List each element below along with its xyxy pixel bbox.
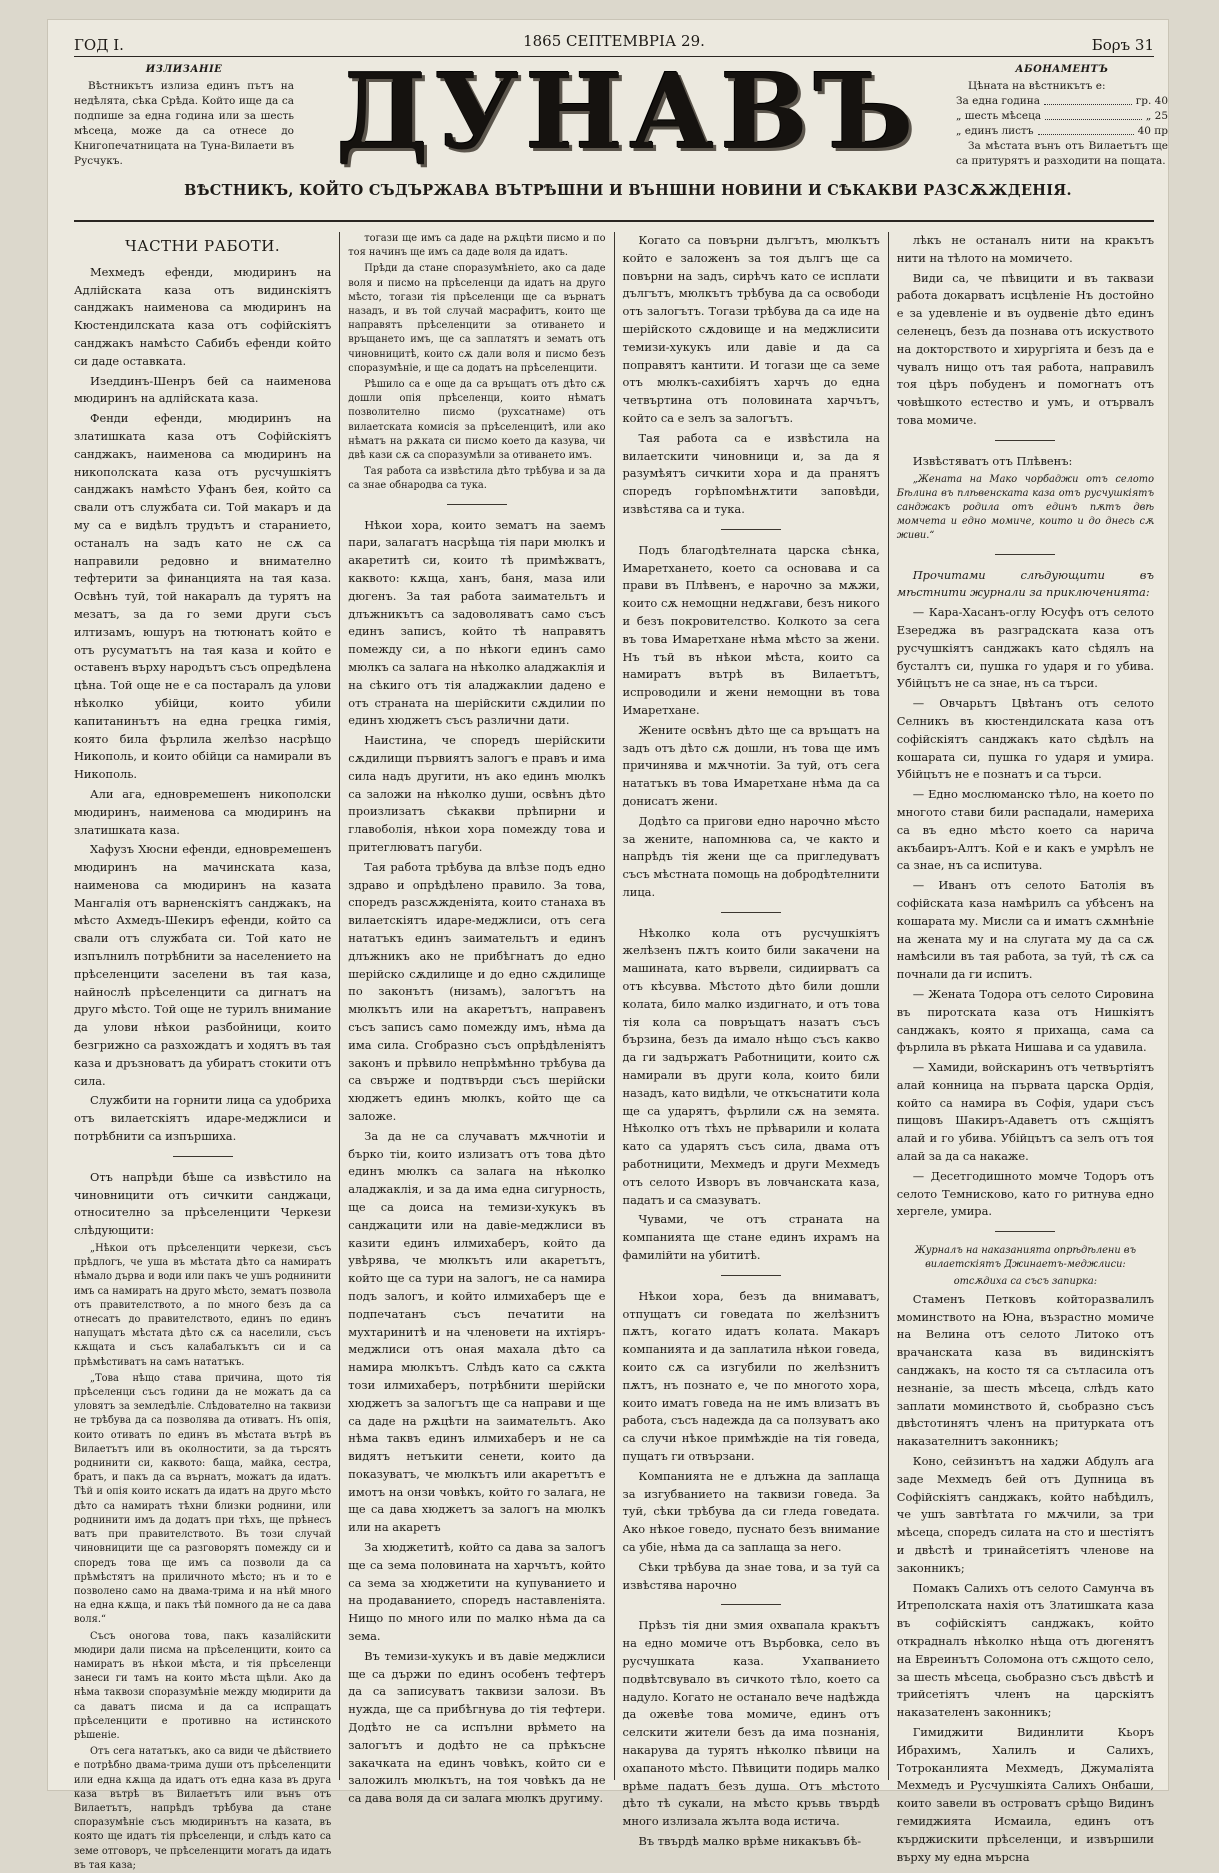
paragraph: Наистина, че споредъ шерійскити сѫдилищи първиятъ залогъ е правъ и има сила надъ другити, нъ ако единъ мюлкъ са заложи на нѣколко души, освѣнъ дѣто произлизатъ сѣкакви прѣпирни и главоболія, нѣкои хора помежду това и притеглюватъ пагуби.: [348, 733, 606, 854]
paragraph: Жените освѣнъ дѣто ще са връщатъ на задъ отъ дѣто сѫ дошли, нъ това ще имъ причинява и мѫчнотіи. За туй, отъ сега нататъкъ въ това Имаретхане нѣма да са донисатъ жени.: [622, 722, 880, 808]
paragraph: Али ага, едновремешенъ никополски мюдиринъ, наименова са мюдиринъ на златишката каза.: [74, 786, 332, 837]
paragraph: — Овчарьтъ Цвѣтанъ отъ селото Селникъ въ кюстендилската каза отъ софійскіятъ санджакъ като сѣдѣлъ на кошарата си, пушка го ударя и умира. Убійцътъ не е познатъ и са търси.: [896, 696, 1154, 782]
quote-paragraph: „Нѣкои отъ прѣселенцити черкези, съсъ прѣдлогъ, че уша въ мѣстата дѣто са намиратъ нѣмало дърва и води или пакъ че ушъ роднинити имъ са намиратъ на друго мѣсто, зематъ позвола отъ правителството, а по много безъ да са отнесатъ до правителството, единъ по единъ напущатъ мѣстата дѣто сѫ са населили, съсъ кѫщата и съсъ калабалъкътъ си и са прѣмѣстиватъ на самъ нататъкъ.: [74, 1243, 332, 1368]
masthead-subtitle: ВѢСТНИКЪ, КОЙТО СЪДЪРЖАВА ВЪТРѢШНИ И ВЪНШНИ НОВИНИ И СѢКАКВИ РАЗСѪЖДЕНІЯ.: [184, 182, 1072, 199]
masthead-rule: [74, 220, 1154, 222]
separator: [721, 1275, 781, 1276]
separator: [721, 529, 781, 530]
subscription-box: [956, 62, 1168, 169]
paragraph: Службити на горнити лица са удобриха отъ вилаетскіятъ идаре-меджлиси и потрѣбнити са изпършиха.: [74, 1093, 332, 1144]
quote-paragraph: „Жената на Мако чорбаджи отъ селото Бѣлина въ плѣвенската каза отъ русчушкіятъ санджакъ родила отъ единъ пѫтъ двѣ момчета и едно момиче, които и до днесь сѫ живи.“: [896, 473, 1154, 542]
paragraph: Гимиджити Видинлити Кьоръ Ибрахимъ, Халилъ и Салихъ, Тотроканлията Мехмедъ, Джумаліята Мехмедъ и Русчушкіята Салихъ Онбаши, които завели въ островатъ срѣщо Видинъ гемиджията Исмаила, единъ отъ кърджискити прѣселенци, и извършили върху му една мърсна: [896, 1725, 1154, 1864]
paragraph: Изеддинъ-Шенръ бей са наименова мюдиринъ на адлійската каза.: [74, 373, 332, 406]
quote-paragraph: Тая работа са извѣстила дѣто трѣбува и за да са знае обнародва са тука.: [348, 466, 606, 492]
paragraph: Въ твърдѣ малко врѣме никакъвъ бѣ-: [638, 1833, 862, 1848]
paragraph: За хюджетитѣ, който са дава за залогъ ще са зема половината на харчътъ, който са зема за хюджетити на купуванието и на продаванието, споредъ наставленіята. Нищо по много или по малко нѣма да са зема.: [348, 1540, 606, 1644]
paragraph: Сѣки трѣбува да знае това, и за туй са извѣстява нарочно: [622, 1559, 880, 1592]
paragraph: — Кара-Хасанъ-оглу Юсуфъ отъ селото Езереджа въ разградската каза отъ русчушкіятъ санджакъ като сѣдялъ на бусталтъ си, пушка го ударя и го убива. Убійцътъ не са знае, нъ са търси.: [896, 605, 1154, 691]
section-subheading: Журналъ на наказанията опрѣдѣлени въ вилаетскіятъ Джинаетъ-меджлиси:: [914, 1245, 1137, 1271]
paragraph: Нѣкои хора, които зематъ на заемъ пари, залагатъ насрѣща тія пари мюлкъ и акаретитѣ си, които тѣ примѣжватъ, каквото: кѫща, ханъ, баня, маза или дюгенъ. За тая работа заимательтъ и длъжникътъ са задоволяватъ само съсъ единъ записъ, който тѣ направятъ помежду си, а по нѣкоги единъ само мюлкъ са залага на нѣколко аладжаклія и на сѣкиго отъ тія аладжаклии дадено е отъ страната на шерійскити сѫдилии по единъ хюджетъ съсъ различни дати.: [348, 517, 606, 728]
separator: [995, 440, 1055, 441]
section-heading: ЧАСТНИ РАБОТИ.: [125, 237, 281, 255]
paragraph: лѣкъ не останалъ нити на кракътъ нити на тѣлото на момичето.: [896, 233, 1154, 265]
quote-paragraph: Съсъ оногова това, пакъ казалійскити мюдири дали писма на прѣселенцити, които са намиратъ въ нѣкои мѣста, и тія прѣселенци занеси ги тамъ на които мѣста щѣли. Ако да нѣма таквози споразумѣніе между мюдирити да са даватъ писма и да са испращатъ прѣселенцити е противно на истинското рѣшеніе.: [74, 1630, 332, 1741]
paragraph: Когато са повърни дългътъ, мюлкътъ който е заложенъ за тоя дългъ ще са повърни на задъ, сирѣчъ като се исплати дългътъ, мюлкътъ трѣбува да са освободи отъ залогътъ. Тогази трѣбува да са иде на шерійското сѫдовище и на меджлисити темизи-хукукъ или давіе и да са поправятъ кантити. И тогази ще са земе отъ мюлкъ-сахибіятъ харчъ до една четвъртина отъ половината харчътъ, който са е зелъ за залогътъ.: [622, 233, 880, 425]
column-2: [339, 232, 613, 1806]
column-4: [888, 232, 1154, 1864]
paragraph: Подъ благодѣтелната царска сѣнка, Имаретхането, което са основава и са прави въ Плѣвенъ, е нарочно за мѫжи, които сѫ немощни недѫгави, безъ никого и безъ покровителство. Колкото за сега въ това Имаретхане нѣма мѣсто за жени. Нъ тъй въ нѣкои мѣста, които са намиратъ вътрѣ въ Вилаетътъ, испроводили и жени немощни въ това Имаретхане.: [622, 542, 880, 717]
paragraph: Види са, че пѣвицити и въ таквази работа докарватъ исцѣленіе Нъ достойно е за удевленіе и въ оудвеніе дѣто единъ селенецъ, безъ да познава отъ искуството на докторството и хирургіята и безъ да е чувалъ нищо отъ тая работа, направилъ тоя цѣръ побуденъ и помогнатъ отъ човѣшкото естество и умъ, и отървалъ това момиче.: [896, 270, 1154, 427]
paragraph: — Иванъ отъ селото Батолія въ софійската каза намѣрилъ са убѣсенъ на кошарата му. Мисли са и иматъ сѫмнѣніе на жената му и на слугата му да са сѫ намѣсили въ тая работа, за туй, тѣ сѫ са почнали да ги испитъ.: [896, 878, 1154, 982]
paragraph: Нѣкои хора, безъ да внимаватъ, отпущатъ си говедата по желѣзнитъ пѫтъ, когато идатъ колата. Макаръ компанията и да заплатила нѣкои говеда, които сѫ са изгубили по желѣзнитъ пѫтъ, нъ познато е, че по многото хора, които иматъ говеда на не имъ влизатъ въ работа, съсъ надежда да са ползуватъ ако са случи нѣкое примѣждіе на тія говеда, пущатъ ги отвързани.: [622, 1288, 880, 1463]
separator: [995, 554, 1055, 555]
paragraph: Тая работа трѣбува да влѣзе подъ едно здраво и опрѣдѣлено правило. За това, споредъ разсѫжденіята, които станаха въ вилаетскіятъ идаре-меджлиси, отъ сега нататъкъ единъ заимательтъ и единъ длъжникъ ако не прибѣгнатъ до едно шерійско сѫдилище и до едно сѫдилище по законътъ (низамъ), залогътъ на мюлкътъ или на акаретътъ, направенъ съсъ записъ само помежду имъ, нѣма да има сила. Сгобразно съсъ опрѣдѣленіятъ законъ и прѣвило непрѣмѣнно трѣбува да са свърже и подтвърди съсъ шерійски хюджетъ единъ мюлкъ, който ще са заложе.: [348, 859, 606, 1123]
paragraph: Прочитами слѣдующити въ мѣстнити журнали за приключенията:: [896, 567, 1154, 600]
subscription-row: За една година гр. 40: [956, 95, 1168, 107]
paragraph: Прѣзъ тія дни змия охвапала кракътъ на едно момиче отъ Върбовка, село въ русчушката каза. Ухапванието подвѣтсвувало въ сичкото тѣло, което са надуло. Когато не останало вече надѣжда да ожевѣе това момиче, единъ отъ селскити жители безъ да има познанія, накарува да турятъ нѣколко пѣвици на охапаното мѣсто. Пѣвицити подирь малко врѣме падатъ безъ душа. Отъ мѣстото дѣто тѣ сукали, на мѣсто кръвь твърдѣ много излизала жълта вода истича.: [622, 1618, 880, 1829]
paragraph: Мехмедъ ефенди, мюдиринъ на Адлійската каза отъ видинскіятъ санджакъ наименова са мюдиринъ на Кюстендилската каза отъ софійскіятъ санджакъ намѣсто Сабибъ ефенди който си даде оставката.: [74, 264, 332, 368]
subscription-row: „ единъ листъ 40 пр: [956, 125, 1168, 137]
paragraph: Извѣстяватъ отъ Плѣвенъ:: [912, 453, 1073, 468]
issue-date: 1865 СЕПТЕМВРІА 29.: [523, 32, 705, 50]
paragraph: Стаменъ Петковъ койторазвалилъ моминството на Юна, възрастно момиче на Велина отъ селото Литоко отъ врачанската каза въ видинскіятъ санджакъ, на косто тя са сътласила отъ незнаніе, за шесть мѣсеца, слѣдъ като заплати моминството й, сьобразно съсъ двѣстотинятъ членъ на притурката отъ наказателнитъ законникъ;: [896, 1291, 1154, 1449]
separator: [721, 912, 781, 913]
quote-paragraph: Прѣди да стане споразумѣніето, ако са даде воля и писмо на прѣселенци да идатъ на друго мѣсто, тогази тія прѣселенци ще са върнатъ назадъ, и въ той случай масрафитъ, които ще направятъ прѣселенцити за отиването и връщането имъ, ще са заплатятъ и зематъ отъ чиновницитѣ, които сѫ дали воля и писмо безъ споразумѣніе, и ще са додатъ на прѣселенцити.: [348, 263, 606, 374]
publication-heading: ИЗЛИЗАНІЕ: [145, 64, 223, 75]
column-1: [74, 232, 339, 1871]
paragraph: Додѣто са пригови едно нарочно мѣсто за жените, напомнюва са, че както и напрѣдъ тія жени ще са пригледуватъ съсъ мѣстната помощь на добродѣтелнити лица.: [622, 813, 880, 899]
subscription-row: „ шесть мѣсеца „ 25: [956, 110, 1168, 122]
quote-paragraph: „Това нѣщо става причина, щото тія прѣселенци съсъ години да не можатъ да са уловятъ за земледѣліе. Слѣдователно на таквизи не трѣбува да са позволява да отиватъ. Нъ опія, които отиватъ по единъ въ мѣстата вътрѣ въ Вилаетътъ или въ околностити, за да търсятъ роднинити си, каквото: баща, майка, сестра, братъ, и пакъ да са върнатъ, можатъ да идатъ. Тѣй и опія които искатъ да идатъ на друго мѣсто дѣто са намиратъ тѣхни близки роднини, или роднинити имъ да додатъ при тѣхъ, ще прѣнесъ ватъ при правителството. Въ този случай чиновницити ще са разговорятъ помежду си и споредъ това ще имъ са позволи да са прѣмѣстятъ на приличното мѣсто; нъ и то е позволено само на двама-трима и на нѣй много на една кѫща, и пакъ тѣй помного да не са дава воля.“: [74, 1372, 332, 1626]
paragraph: — Десетгодишното момче Тодоръ отъ селото Темнисково, като го ритнува едно хергеле, умира.: [896, 1168, 1154, 1219]
paragraph: Тая работа са е извѣстила на вилаетскити чиновници и, за да я разумѣятъ сичкити хора и да пранятъ споредъ горѣпомѣнѫтити заповѣди, извѣстява са и тука.: [622, 430, 880, 516]
issue-number: Бορъ 31: [1091, 36, 1154, 54]
separator: [721, 1604, 781, 1605]
paragraph: Фенди ефенди, мюдиринъ на златишката каза отъ Софійскіятъ санджакъ, наименова са мюдиринъ на никополската каза отъ русчушкіятъ санджакъ намѣсто Уфанъ бея, който са свали отъ службата си. Той макаръ и да му са е видѣлъ трудътъ и старанието, останалъ на задъ като не сѫ са направили редовно и внимателно тефтерити за финанцията на тая каза. Освѣнъ туй, той накаралъ да турятъ на мезатъ, за да го земи други съсъ илтизамъ, юшуръ на тютюнатъ който е отъ русуматътъ на тая каза и който е оставенъ върху народътъ съсъ опредѣлена цѣна. Той още не е са постаралъ да улови нѣколко убійци, които убили капитанинътъ на една грецка гимія, която била фърлила желѣзо насрѣщо Никополь, и които обійци са намирали въ Никополь.: [74, 411, 332, 782]
separator: [173, 1156, 233, 1157]
paragraph: Компанията не е длъжна да заплаща за изгубванието на таквизи говеда. За туй, сѣки трѣбува да си гледа говедата. Ако нѣкое говедо, пуснато безъ внимание са убіе, нѣма да са заплаща за него.: [622, 1468, 880, 1554]
paragraph: — Хамиди, войскаринъ отъ четвъртіятъ алай конница на първата царска Ордія, който са намира въ Софія, удари съсъ пищовъ Шакиръ-Адаветъ отъ сѫщіятъ алай и го убива. Убійцътъ са зелъ отъ тоя алай за да са накаже.: [896, 1060, 1154, 1164]
paragraph: Коно, сейзинътъ на хаджи Абдулъ ага заде Мехмедъ бей отъ Дупница въ Софійскіятъ санджакъ, който набѣдилъ, че ушъ завтѣтата го мѫчили, за три мѣсеца, споредъ силата на сто и шестіятъ и двѣстѣ и тринайсетіятъ членове на законникъ;: [896, 1454, 1154, 1575]
quote-paragraph: Отъ сега нататъкъ, ако са види че дѣйствието е потрѣбно двама-трима души отъ прѣселенцити или една кѫща да идатъ отъ една каза въ друга каза вътрѣ въ Вилаетътъ или вънъ отъ Вилаетътъ, напрѣдъ трѣбува да стане споразумѣніе съсъ мюдиринътъ на казата, въ която ще идатъ тія прѣселенци, и слѣдъ като са земе отговоръ, че прѣселенцити могатъ да идатъ въ тая каза;: [74, 1746, 332, 1871]
paragraph: Хафузъ Хюсни ефенди, едновремешенъ мюдиринъ на мачинската каза, наименова са мюдиринъ на казата Мангалія отъ варненскіятъ санджакъ, на мѣсто Ахмедъ-Шекиръ ефенди, който са свали отъ службата си. Той като не изпълнилъ потрѣбнити за населението на прѣселенцити заселени въ тая каза, найнослѣ прѣселенцити са дигнатъ на друго мѣсто. Той още не турилъ внимание да улови нѣкои разбойници, които безгрижно са разхождатъ и ходятъ въ тая каза и дръзноватъ да убиратъ стокити отъ сила.: [74, 842, 332, 1088]
publication-box: [74, 62, 294, 169]
paragraph: За да не са случаватъ мѫчнотіи и бърко тіи, които излизатъ отъ това дѣто единъ мюлкъ са залага на нѣколко аладжаклія, и за да има една сигурность, ще са доиса на темизи-хукукъ въ санджацити или на давіе-меджлиси въ казити единъ илмихаберъ, който да увѣрява, че мюлкътъ или акаретътъ, който ще са тури на залогъ, не са намира подъ залогъ, и който илмихаберъ ще е подпечатанъ съсъ печатити на мухтаринитѣ и на членовети на ихтіяръ-меджлиси отъ оная махала дѣто са намира мюлкътъ. Слѣдъ като са сѫкта този илмихаберъ, потрѣбнити шерійски хюджетъ за залогътъ ще са направи и ще са даде на рѫцѣти на заимательтъ. Ако нѣма таквъ единъ илмихаберъ и не са видятъ нетъкити сенети, които да показуватъ, че мюлкътъ или акаретътъ е имотъ на онзи човѣкъ, който го залага, не ще са дава хюджетъ за залогъ на мюлкъ или на акаретъ: [348, 1128, 606, 1535]
separator: [995, 1231, 1055, 1232]
subscription-note: За мѣстата вънъ отъ Вилаетътъ ще са притурятъ и разходити на пощата.: [956, 140, 1168, 167]
paragraph: Чувами, че отъ страната на компанията ще стане единъ ихрамъ на фамилійти на убититѣ.: [622, 1212, 880, 1263]
masthead-title: ДУНАВЪ: [336, 50, 920, 173]
publication-text: Вѣстникътъ излиза единъ пътъ на недѣлята, сѣка Срѣда. Който ище да са подпише за една година или за шесть мѣсеца, може да са отнесе до Книгопечатницата на Туна-Вилаети въ Русчукъ.: [74, 80, 294, 167]
paragraph: Въ темизи-хукукъ и въ давіе меджлиси ще са държи по единъ особенъ тефтеръ да са записуватъ таквизи залози. Въ нужда, ще са прибѣгнува до тія тефтери. Додѣто не са испълни врѣмето на залогътъ и додѣто не са прѣкъсне закачката на единъ човѣкъ, който си е заложилъ мюлкътъ, на тоя човѣкъ да не са дава воля да си залага мюлкъ другиму.: [348, 1648, 606, 1806]
paragraph: — Жената Тодора отъ селото Сировина въ пиротската каза отъ Нишкіятъ санджакъ, която я прихаща, сама са фърлила въ рѣката Нишава и са удавила.: [896, 986, 1154, 1055]
quote-paragraph: тогази ще имъ са даде на рѫцѣти писмо и по тоя начинъ ще имъ са даде воля да идатъ.: [348, 233, 606, 259]
newspaper-page: [48, 20, 1168, 1871]
quote-paragraph: Рѣшило са е още да са връщатъ отъ дѣто сѫ дошли опія прѣселенци, които нѣматъ позволително писмо (рухсатнаме) отъ вилаетската комисія за прѣселенцитѣ, или ако нѣматъ на рѫката си писмо което да казува, чи двѣ кази сѫ са споразумѣли за отиването имъ.: [348, 379, 606, 462]
paragraph: Отъ напрѣди бѣше са извѣстило на чиновницити отъ сичкити санджаци, относително за прѣселенцити Черкези слѣдующити:: [74, 1169, 332, 1238]
article-columns: [74, 232, 1154, 1871]
subscription-heading: АБОНАМЕНТЪ: [1015, 64, 1109, 75]
section-subheading: отсѫдиха са съсъ запирка:: [953, 1275, 1098, 1287]
separator: [447, 504, 507, 505]
paragraph: Нѣколко кола отъ русчушкіятъ желѣзенъ пѫтъ които били закачени на машината, като вървели, сидиирватъ са отъ кѣсувва. Мѣстото дѣто били дошли колата, било малко издигнато, и отъ това тія кола са повръщатъ назатъ съсъ бързина, безъ да имало нѣщо съсъ какво да ги задържатъ Работницити, които сѫ намирали въ други кола, които били назадъ, като видѣли, че откъснатити кола ще са ударятъ, фърлили сѫ на земята. Нѣколко отъ тѣхъ не прѣварили и колата като са ударятъ съсъ сила, двама отъ работницити, Мехмедъ и други Мехмедъ отъ селото Изворъ въ ловчанската каза, падатъ и са смазуватъ.: [622, 925, 880, 1207]
column-3: [614, 232, 888, 1848]
subscription-intro: Цѣната на вѣстникътъ е:: [968, 80, 1106, 92]
paragraph: Помакъ Салихъ отъ селото Самунча въ Итреполската нахія отъ Златишката каза въ софійскіятъ санджакъ, който открадналъ нѣколко нѣща отъ дюгенятъ на Евреинътъ Соломона отъ сѫщото село, за шесть мѣсеца, сьобразно съсъ двѣстѣ и трийсетіятъ членъ на царскіятъ наказателенъ законникъ;: [896, 1580, 1154, 1720]
paragraph: — Едно мослюманско тѣло, на което по многото стави били распадали, намериха са въ едно мѣсто което са нарича акъбаиръ-Алтъ. Кой е и какъ е умрѣлъ не са знае, нъ са испитува.: [896, 787, 1154, 873]
year-label: ГОД I.: [74, 36, 124, 54]
